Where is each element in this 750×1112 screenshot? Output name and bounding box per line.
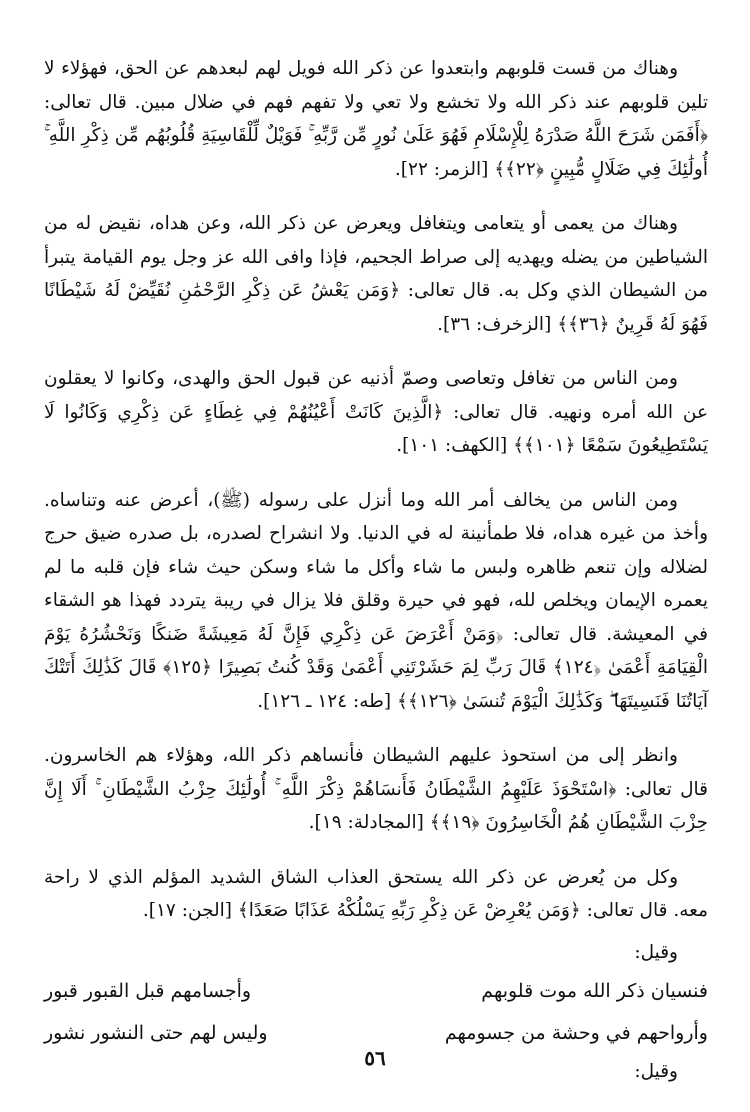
verse-reference: [طه: ١٢٤ ـ ١٢٦]. <box>257 690 392 712</box>
quran-verse: ﴿أَفَمَن شَرَحَ اللَّهُ صَدْرَهُ لِلْإِسْلَامِ فَهُوَ عَلَىٰ نُورٍ مِّن رَّبِّهِ ۚ فَوَيْلٌ لِّلْقَاسِيَةِ قُلُوبُهُم مِّن ذِكْرِ اللَّهِ ۚ أُولَٰئِكَ فِي ضَلَالٍ مُّبِينٍ ﴿٢٢﴾﴾ <box>44 125 708 180</box>
page-number: ٥٦ <box>364 1046 386 1070</box>
poem-verse <box>44 971 708 1013</box>
paragraph-text: وهناك من قست قلوبهم وابتعدوا عن ذكر الله فويل لهم لبعدهم عن الحق، فهؤلاء لا تلين قلوبهم عند ذكر الله ولا تخشع ولا تعي ولا تفهم فهم في ضلال مبين. قال تعالى: <box>44 58 708 113</box>
verse-reference: [الكهف: ١٠١]. <box>396 435 508 456</box>
paragraph-text: ومن الناس من يخالف أمر الله وما أنزل على رسوله (ﷺ)، أعرض عنه وتناساه. وأخذ من غيره هداه، فلا طمأنينة له في الدنيا. ولا انشراح لصدره، بل صدره ضيق حرج لضلاله وإن تنعم ظاهره ولبس ما شاء وأكل ما شاء وسكن حيث شاء فإن قلبه ما لم يعمره الإيمان ويخلص لله، فهو في حيرة وقلق فلا يزال في ريبة يتردد فهذا هو الشقاء في المعيشة. قال تعالى: <box>44 489 708 645</box>
poem <box>44 971 708 1055</box>
paragraph-text: وهناك من يعمى أو يتعامى ويتغافل ويعرض عن ذكر الله، وعن هداه، نقيض له من الشياطين من يضله ويهديه إلى صراط الجحيم، فإذا وافى الله عز وجل يوم القيامة يتبرأ من الشيطان الذي وكل به. قال تعالى: <box>44 213 708 301</box>
paragraph-text: وانظر إلى من استحوذ عليهم الشيطان فأنساهم ذكر الله، وهؤلاء هم الخاسرون. قال تعالى: <box>44 745 708 800</box>
verse-reference: [الجن: ١٧]. <box>142 900 233 921</box>
poem-intro: وقيل: <box>634 941 678 963</box>
paragraph-3 <box>44 362 708 463</box>
verse-reference: [الزخرف: ٣٦]. <box>437 313 552 335</box>
quran-verse: ﴿الَّذِينَ كَانَتْ أَعْيُنُهُمْ فِي غِطَاءٍ عَن ذِكْرِي وَكَانُوا لَا يَسْتَطِيعُونَ سَمْعًا ﴿١٠١﴾﴾ <box>44 401 708 456</box>
paragraph-2 <box>44 207 708 341</box>
paragraph-4 <box>44 484 708 719</box>
quran-verse: ﴿وَمَن يُعْرِضْ عَن ذِكْرِ رَبِّهِ يَسْلُكْهُ عَذَابًا صَعَدًا﴾ <box>237 900 581 921</box>
quran-verse: ﴿وَمَنْ أَعْرَضَ عَن ذِكْرِي فَإِنَّ لَهُ مَعِيشَةً ضَنكًا وَنَحْشُرُهُ يَوْمَ الْقِيَامَةِ أَعْمَىٰ ﴿١٢٤﴾ قَالَ رَبِّ لِمَ حَشَرْتَنِي أَعْمَىٰ وَقَدْ كُنتُ بَصِيرًا ﴿١٢٥﴾ قَالَ كَذَٰلِكَ أَتَتْكَ آيَاتُنَا فَنَسِيتَهَا ۖ وَكَذَٰلِكَ الْيَوْمَ تُنسَىٰ ﴿١٢٦﴾﴾ <box>44 623 709 712</box>
poem-first-hemistich: فنسيان ذكر الله موت قلوبهم <box>481 980 708 1003</box>
poem-second-hemistich: وأجسامهم قبل القبور قبور <box>44 980 252 1003</box>
verse-reference: [الزمر: ٢٢]. <box>394 158 489 180</box>
page-body <box>44 52 708 1089</box>
poem-second-hemistich: وليس لهم حتى النشور نشور <box>44 1022 268 1045</box>
poem-first-hemistich: وأرواحهم في وحشة من جسومهم <box>444 1022 708 1045</box>
paragraph-text: ومن الناس من تغافل وتعاصى وصمّ أذنيه عن قبول الحق والهدى، وكانوا لا يعقلون عن الله أمره ونهيه. قال تعالى: <box>44 368 709 423</box>
quran-verse: ﴿اسْتَحْوَذَ عَلَيْهِمُ الشَّيْطَانُ فَأَنسَاهُمْ ذِكْرَ اللَّهِ ۚ أُولَٰئِكَ حِزْبُ الشَّيْطَانِ ۚ أَلَا إِنَّ حِزْبَ الشَّيْطَانِ هُمُ الْخَاسِرُونَ ﴿١٩﴾﴾ <box>44 778 708 833</box>
verse-reference: [المجادلة: ١٩]. <box>308 812 424 833</box>
paragraph-5 <box>44 739 708 840</box>
paragraph-1 <box>44 52 708 186</box>
paragraph-6 <box>44 861 708 928</box>
quran-verse: ﴿وَمَن يَعْشُ عَن ذِكْرِ الرَّحْمَٰنِ نُقَيِّضْ لَهُ شَيْطَانًا فَهُوَ لَهُ قَرِينٌ ﴿٣٦﴾﴾ <box>44 280 708 335</box>
paragraph-text: وكل من يُعرض عن ذكر الله يستحق العذاب الشاق الشديد المؤلم الذي لا راحة معه. قال تعالى: <box>44 866 708 921</box>
closing-intro: وقيل: <box>634 1061 678 1082</box>
